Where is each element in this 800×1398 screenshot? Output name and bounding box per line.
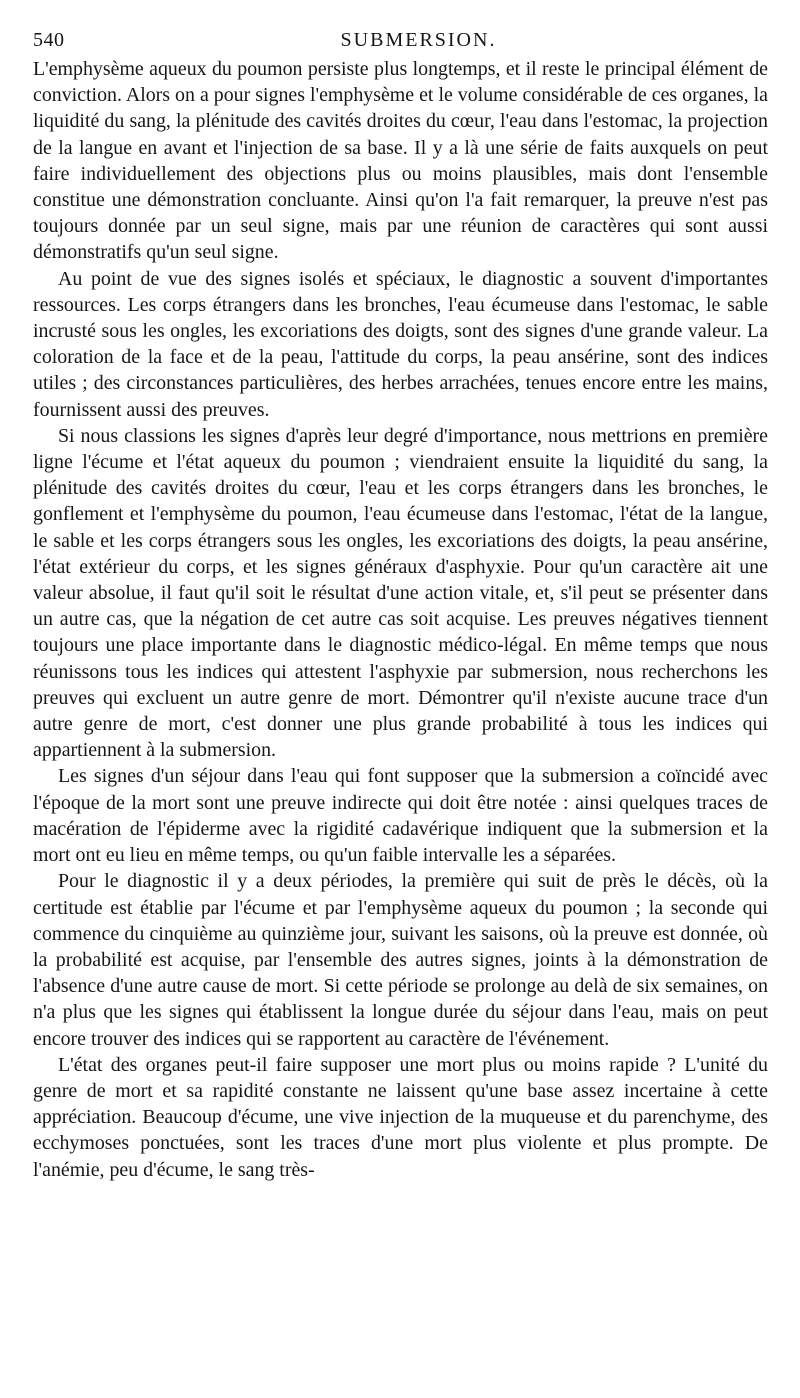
running-title: SUBMERSION. [340,29,497,51]
paragraph-5: Pour le diagnostic il y a deux périodes, la première qui suit de près le décès, où la certitude est établie par l'écume et par l'emphysème aqueux du poumon ; la seconde qui commence du cinquième au quinzième jour, suivant les saisons, où la preuve est donnée, où la probabilité est acquise, par l'ensemble des autres signes, joints à la démonstration de l'absence d'une autre cause de mort. Si cette période se prolonge au delà de six semaines, on n'a plus que les signes qui établissent la longue durée du séjour dans l'eau, mais on peut encore trouver des indices qui se rapportent au caractère de l'événement. [33,870,768,1050]
body-text [33,56,768,1183]
page-number: 540 [33,29,65,51]
paragraph-3: Si nous classions les signes d'après leur degré d'importance, nous mettrions en première ligne l'écume et l'état aqueux du poumon ; viendraient ensuite la liquidité du sang, la plénitude des cavités droites du cœur, l'eau et les corps étrangers dans les bronches, le gonflement et l'emphysème du poumon, l'eau écumeuse dans l'estomac, l'état de la langue, le sable et les corps étrangers sous les ongles, les excoriations des doigts, la peau ansérine, l'état extérieur du corps, et les signes généraux d'asphyxie. Pour qu'un caractère ait une valeur absolue, il faut qu'il soit le résultat d'une action vitale, et, s'il peut se présenter dans un autre cas, que la négation de cet autre cas soit acquise. Les preuves négatives tiennent toujours une place importante dans le diagnostic médico-légal. En même temps que nous réunissons tous les indices qui attestent l'asphyxie par submersion, nous recherchons les preuves qui excluent un autre genre de mort. Démontrer qu'il n'existe aucune trace d'un autre genre de mort, c'est donner une plus grande probabilité à tous les indices qui appartiennent à la submersion. [33,424,768,762]
paragraph-6: L'état des organes peut-il faire supposer une mort plus ou moins rapide ? L'unité du genre de mort et sa rapidité constante ne laissent qu'une base assez incertaine à cette appréciation. Beaucoup d'écume, une vive injection de la muqueuse et du parenchyme, des ecchymoses ponctuées, sont les traces d'une mort plus violente et plus prompte. De l'anémie, peu d'écume, le sang très- [33,1053,768,1181]
paragraph-2: Au point de vue des signes isolés et spéciaux, le diagnostic a souvent d'importantes ressources. Les corps étrangers dans les bronches, l'eau écumeuse dans l'estomac, le sable incrusté sous les ongles, les excoriations des doigts, sont des signes d'une grande valeur. La coloration de la face et de la peau, l'attitude du corps, la peau ansérine, sont des indices utiles ; des circonstances particulières, des herbes arrachées, tenues encore entre les mains, fournissent aussi des preuves. [33,267,768,421]
book-page [33,26,768,1386]
paragraph-4: Les signes d'un séjour dans l'eau qui font supposer que la submersion a coïncidé avec l'époque de la mort sont une preuve indirecte qui doit être notée : ainsi quelques traces de macération de l'épiderme avec la rigidité cadavérique indiquent que la submersion et la mort ont eu lieu en même temps, ou qu'un faible intervalle les a séparées. [33,765,768,867]
running-head [33,26,768,54]
paragraph-1: L'emphysème aqueux du poumon persiste plus longtemps, et il reste le principal élément de conviction. Alors on a pour signes l'emphysème et le volume considérable de ces organes, la liquidité du sang, la plénitude des cavités droites du cœur, l'eau dans l'estomac, la projection de la langue en avant et l'injection de sa base. Il y a là une série de faits auxquels on peut faire individuellement des objections plus ou moins plausibles, mais dont l'ensemble constitue une démonstration concluante. Ainsi qu'on l'a fait remarquer, la preuve n'est pas toujours donnée par un seul signe, mais par une réunion de caractères qui sont aussi démonstratifs qu'un seul signe. [33,58,768,264]
